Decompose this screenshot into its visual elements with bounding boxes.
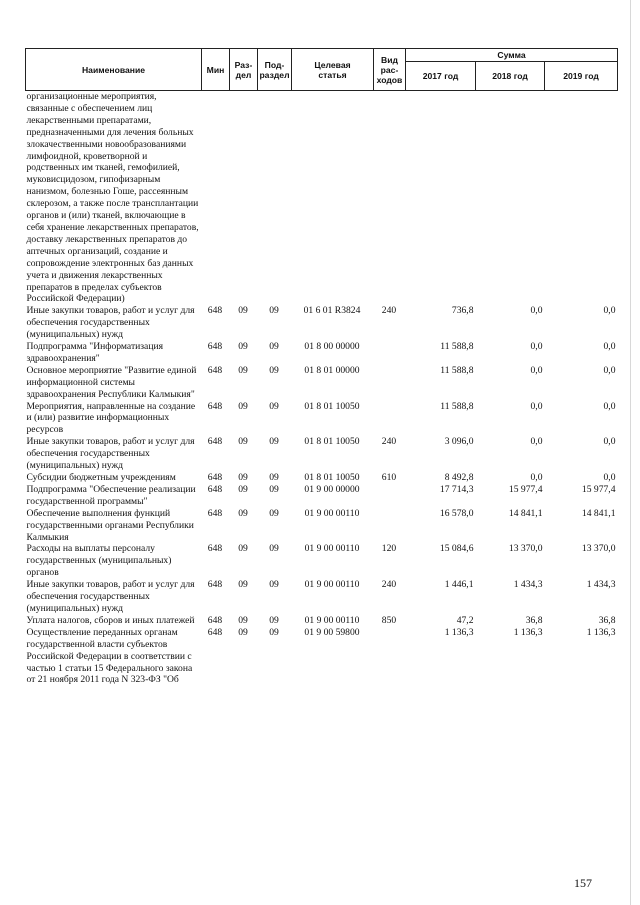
header-min: Мин [202,49,230,91]
cell-s2019: 36,8 [598,614,616,626]
cell-cel: 01 9 00 00110 [304,579,360,591]
cell-vid [374,365,406,401]
cell-s2019: 0,0 [603,341,616,353]
cell-s2018: 36,8 [525,614,543,626]
page-number: 157 [574,876,592,890]
cell-min: 648 [207,472,223,483]
cell-razd: 09 [238,364,248,376]
cell-razd: 09 [238,614,248,626]
cell-name: Подпрограмма "Информатизация здравоохранения" [26,341,163,364]
cell-name: Иные закупки товаров, работ и услуг для обеспечения государственных (муниципальных) нужд [26,436,195,472]
cell-s2019: 0,0 [603,400,616,412]
table-row [26,341,618,365]
budget-table [25,48,618,686]
cell-s2017: 16 578,0 [439,507,474,519]
cell-cel [292,91,374,306]
cell-s2019: 14 841,1 [581,507,616,519]
cell-name: Обеспечение выполнения функций государственными органами Республики Калмыкия [26,507,194,543]
cell-s2018: 0,0 [530,305,543,317]
cell-razd: 09 [238,626,248,638]
cell-min: 648 [207,341,223,353]
cell-s2018: 1 434,3 [513,579,543,591]
cell-min: 648 [207,400,223,412]
cell-name: Иные закупки товаров, работ и услуг для обеспечения государственных (муниципальных) нужд [26,305,195,341]
cell-s2017: 1 446,1 [444,579,474,591]
header-summa: Сумма [406,49,618,62]
header-podrazdel: Под- раздел [258,49,292,91]
cell-name: Осуществление переданных органам государственной власти субъектов Российской Федерации в соответствии с частью 1 статьи 15 Федерального закона от 21 ноября 2011 года N 323-ФЗ "Об [26,626,193,686]
header-name: Наименование [26,49,202,91]
cell-s2017: 47,2 [456,614,474,626]
cell-min: 648 [207,626,223,638]
table-row [26,508,618,544]
cell-cel: 01 9 00 59800 [304,626,360,638]
cell-name: Мероприятия, направленные на создание и (или) развитие информационных ресурсов [26,400,196,436]
table-row [26,436,618,472]
header-celevaya: Целевая статья [292,49,374,91]
cell-s2017: 736,8 [451,305,474,317]
cell-s2017: 15 084,6 [439,543,474,555]
cell-s2019: 1 434,3 [586,579,616,591]
header-year-2017: 2017 год [406,62,476,91]
cell-s2017 [406,91,476,306]
cell-vid [374,401,406,437]
cell-min: 648 [207,364,223,376]
cell-razd: 09 [238,305,248,317]
page-edge [630,0,631,905]
cell-s2018: 1 136,3 [513,626,543,638]
cell-podr: 09 [269,614,279,626]
cell-s2019: 0,0 [603,472,616,483]
cell-podr: 09 [269,543,279,555]
cell-s2017: 11 588,8 [440,364,474,376]
cell-s2018: 13 370,0 [508,543,543,555]
table-row [26,365,618,401]
cell-razd: 09 [238,472,248,483]
table-row [26,579,618,615]
table-row [26,615,618,627]
header-year-2018: 2018 год [476,62,545,91]
cell-cel: 01 8 01 00000 [304,364,360,376]
cell-vid: 610 [381,472,397,483]
cell-razd: 09 [238,483,248,495]
table-row [26,543,618,579]
cell-cel: 01 9 00 00110 [304,543,360,555]
header-razdel: Раз- дел [230,49,258,91]
cell-s2019: 0,0 [603,436,616,448]
cell-cel: 01 9 00 00000 [304,483,360,495]
cell-s2018: 15 977,4 [508,483,543,495]
header-year-2019: 2019 год [545,62,618,91]
cell-name: Субсидии бюджетным учреждениям [26,472,176,483]
cell-name: Подпрограмма "Обеспечение реализации государственной программы" [26,483,196,507]
cell-s2018: 0,0 [530,341,543,353]
cell-s2018: 14 841,1 [508,507,543,519]
cell-s2017: 11 588,8 [440,341,474,353]
cell-podr: 09 [269,626,279,638]
cell-vid [374,91,406,306]
cell-s2018: 0,0 [530,436,543,448]
cell-vid [374,627,406,687]
cell-cel: 01 8 01 10050 [304,400,360,412]
cell-podr: 09 [269,472,279,483]
cell-name: Иные закупки товаров, работ и услуг для обеспечения государственных (муниципальных) нужд [26,579,195,614]
cell-vid [374,484,406,508]
cell-s2019: 15 977,4 [581,483,616,495]
cell-vid: 850 [381,614,397,626]
cell-vid [374,341,406,365]
cell-name: организационные мероприятия, связанные с обеспечением лиц лекарственными препаратами, предназначенными для лечения больных злокачественными новообразованиями лимфоидной, кроветворной и родственных им тканей, гемофилией, муковисцидозом, гипофизарным нанизмом, болезнью Гоше, рассеянным склерозом, а также после трансплантации органов и (или) тканей, включающие в себя хранение лекарственных препаратов, доставку лекарственных препаратов до аптечных организаций, создание и сопровождение электронных баз данных учета и движения лекарственных препаратов в пределах субъектов Российской Федерации) [26,91,199,305]
cell-s2019: 1 136,3 [586,626,616,638]
cell-min: 648 [207,543,223,555]
cell-razd: 09 [238,507,248,519]
cell-vid: 120 [381,543,397,555]
cell-podr: 09 [269,364,279,376]
cell-podr [258,91,292,306]
cell-min: 648 [207,436,223,448]
table-header [26,49,618,91]
cell-podr: 09 [269,483,279,495]
cell-cel: 01 8 01 10050 [304,472,360,483]
cell-min: 648 [207,579,223,591]
cell-name: Уплата налогов, сборов и иных платежей [26,614,195,626]
cell-s2018: 0,0 [530,400,543,412]
cell-s2019: 13 370,0 [581,543,616,555]
table-body [26,91,618,687]
table-row [26,472,618,484]
table-row [26,401,618,437]
cell-podr: 09 [269,507,279,519]
cell-s2017: 11 588,8 [440,400,474,412]
table-row [26,627,618,687]
table-row [26,484,618,508]
cell-cel: 01 6 01 R3824 [303,305,361,317]
cell-s2017: 17 714,3 [439,483,474,495]
cell-podr: 09 [269,341,279,353]
cell-podr: 09 [269,579,279,591]
cell-s2019: 0,0 [603,364,616,376]
cell-razd [230,91,258,306]
cell-podr: 09 [269,305,279,317]
cell-min [202,91,230,306]
cell-min: 648 [207,614,223,626]
cell-s2018: 0,0 [530,364,543,376]
cell-razd: 09 [238,400,248,412]
cell-s2019 [545,91,618,306]
cell-vid: 240 [381,436,397,448]
cell-s2018 [476,91,545,306]
cell-min: 648 [207,507,223,519]
cell-name: Расходы на выплаты персоналу государственных (муниципальных) органов [26,543,172,579]
cell-vid: 240 [381,579,397,591]
cell-s2017: 8 492,8 [444,472,474,483]
cell-name: Основное мероприятие "Развитие единой информационной системы здравоохранения Республики Калмыкия" [26,364,197,400]
cell-vid [374,508,406,544]
cell-cel: 01 9 00 00110 [304,507,360,519]
cell-min: 648 [207,483,223,495]
cell-cel: 01 8 00 00000 [304,341,360,353]
cell-podr: 09 [269,436,279,448]
table-row [26,305,618,341]
cell-razd: 09 [238,341,248,353]
table-row [26,91,618,306]
header-vid: Вид рас- ходов [374,49,406,91]
cell-razd: 09 [238,543,248,555]
cell-s2018: 0,0 [530,472,543,483]
cell-cel: 01 8 01 10050 [304,436,360,448]
cell-s2017: 1 136,3 [444,626,474,638]
cell-podr: 09 [269,400,279,412]
cell-min: 648 [207,305,223,317]
cell-cel: 01 9 00 00110 [304,614,360,626]
cell-s2017: 3 096,0 [444,436,474,448]
cell-razd: 09 [238,436,248,448]
cell-vid: 240 [381,305,397,317]
cell-s2019: 0,0 [603,305,616,317]
cell-razd: 09 [238,579,248,591]
